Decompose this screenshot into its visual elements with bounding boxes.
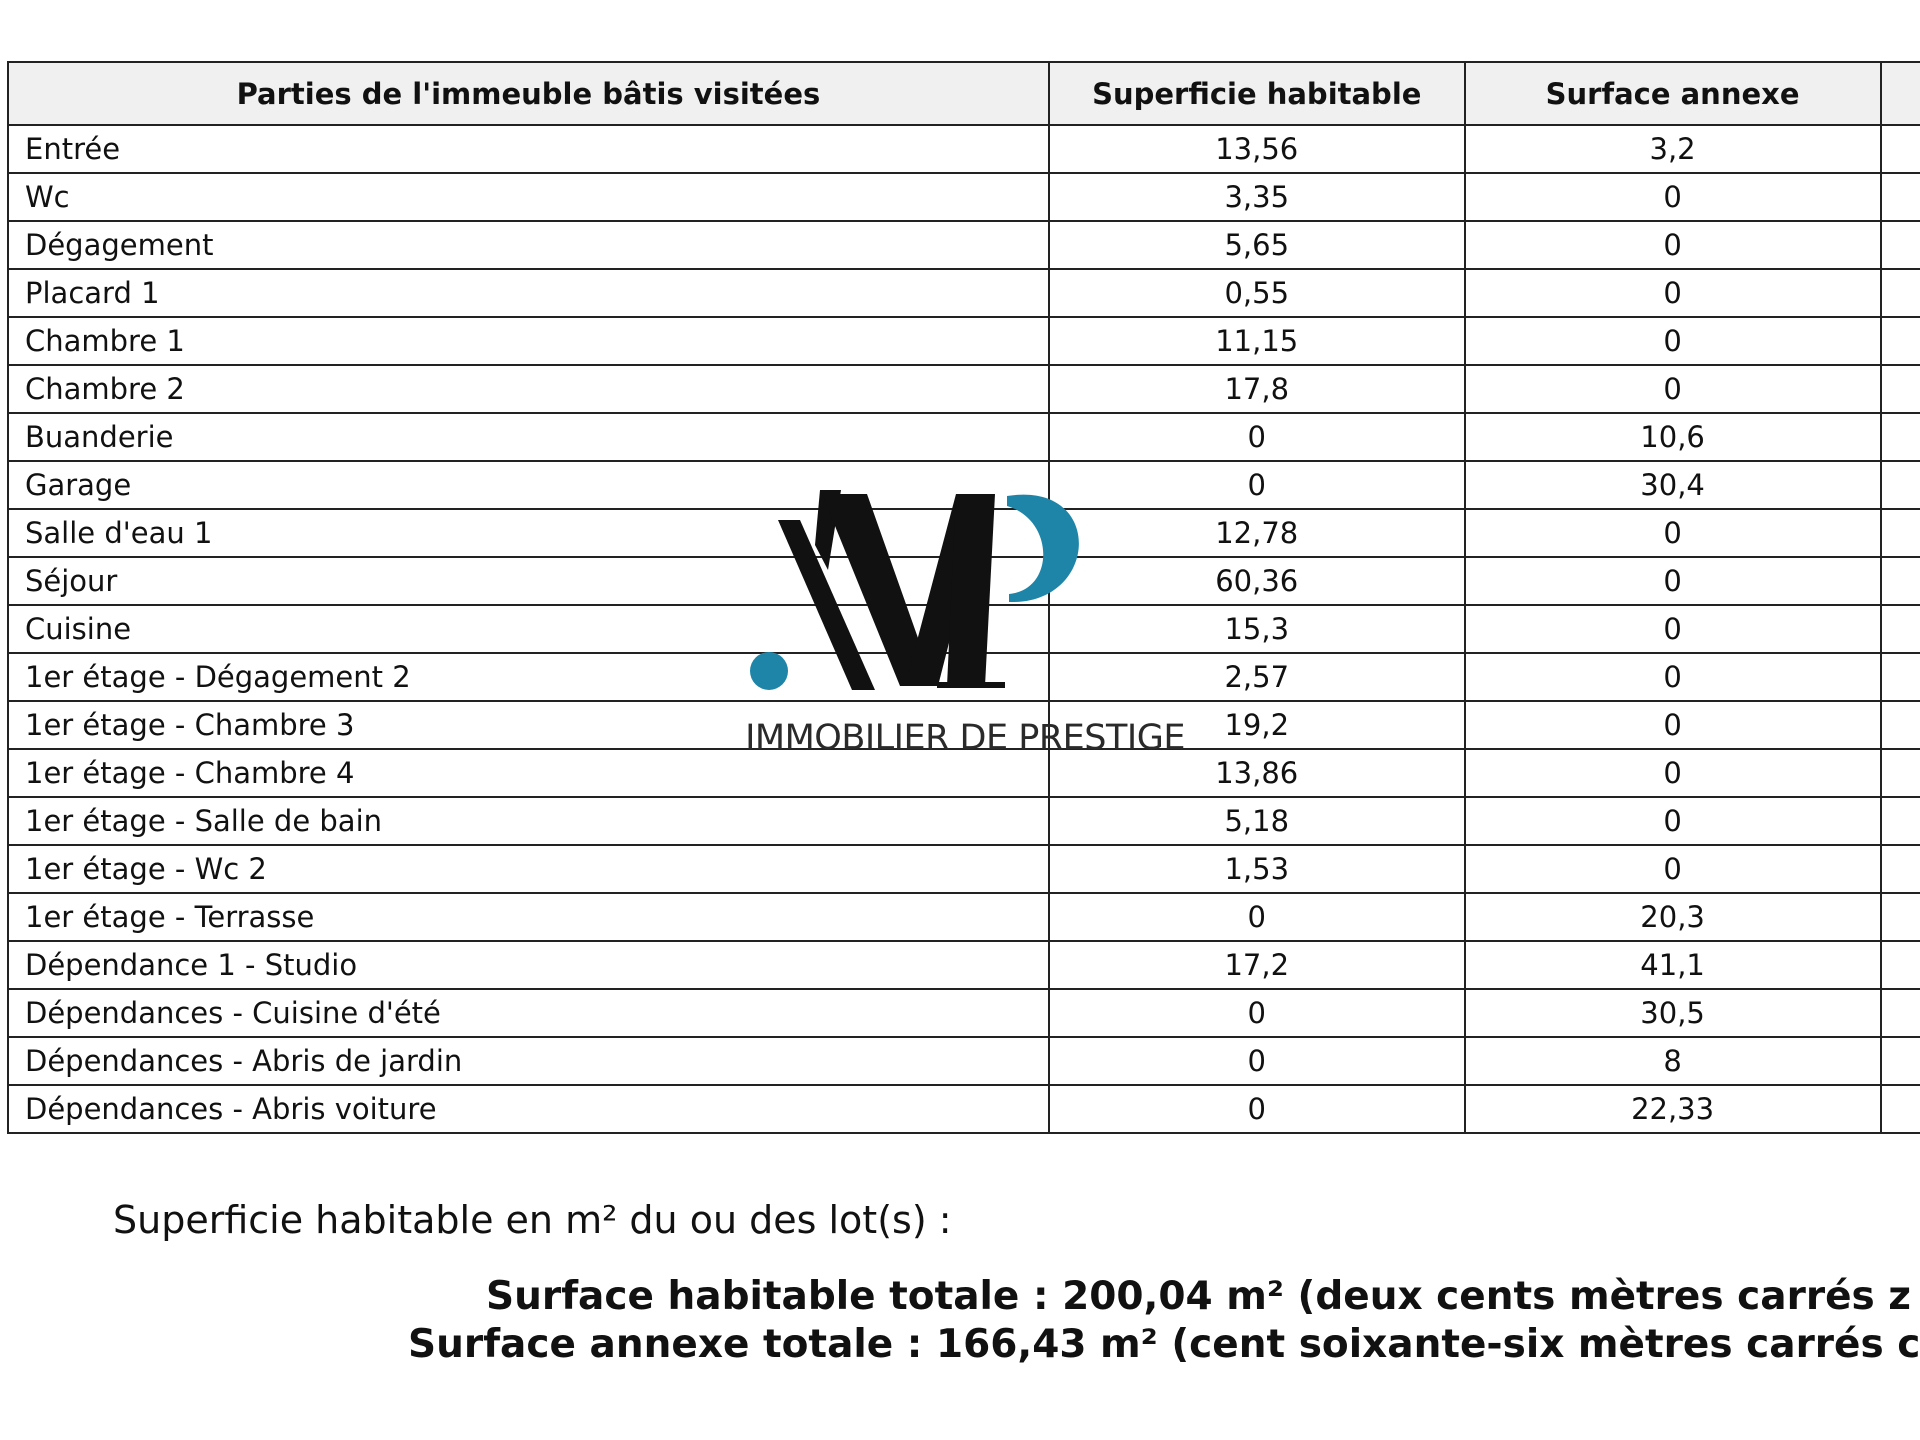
cell-partie: Entrée [8,125,1049,173]
total-habitable-line: Surface habitable totale : 200,04 m² (deux cents mètres carrés z [486,1274,1912,1319]
cell-extra [1881,509,1920,557]
cell-superficie-habitable: 5,18 [1049,797,1465,845]
cell-partie: Séjour [8,557,1049,605]
cell-superficie-habitable: 0 [1049,989,1465,1037]
cell-partie: Dépendances - Abris de jardin [8,1037,1049,1085]
cell-superficie-habitable: 13,56 [1049,125,1465,173]
cell-extra [1881,989,1920,1037]
cell-superficie-habitable: 17,8 [1049,365,1465,413]
cell-superficie-habitable: 0 [1049,893,1465,941]
cell-surface-annexe: 3,2 [1465,125,1881,173]
cell-extra [1881,461,1920,509]
cell-partie: Dépendances - Abris voiture [8,1085,1049,1133]
table-row [8,605,1920,653]
surface-table [7,61,1920,1134]
table-row [8,413,1920,461]
table-row [8,941,1920,989]
cell-surface-annexe: 0 [1465,269,1881,317]
cell-superficie-habitable: 0,55 [1049,269,1465,317]
table-row [8,989,1920,1037]
table-row [8,749,1920,797]
cell-partie: Chambre 2 [8,365,1049,413]
table-row [8,797,1920,845]
cell-surface-annexe: 0 [1465,701,1881,749]
table-row [8,653,1920,701]
table-row [8,845,1920,893]
cell-extra [1881,269,1920,317]
cell-surface-annexe: 41,1 [1465,941,1881,989]
cell-superficie-habitable: 1,53 [1049,845,1465,893]
table-row [8,1085,1920,1133]
cell-extra [1881,557,1920,605]
cell-surface-annexe: 0 [1465,509,1881,557]
cell-surface-annexe: 0 [1465,317,1881,365]
cell-extra [1881,845,1920,893]
cell-partie: 1er étage - Dégagement 2 [8,653,1049,701]
cell-surface-annexe: 20,3 [1465,893,1881,941]
table-row [8,509,1920,557]
cell-surface-annexe: 30,4 [1465,461,1881,509]
cell-partie: Wc [8,173,1049,221]
table-header-row [8,62,1920,125]
cell-partie: 1er étage - Chambre 4 [8,749,1049,797]
cell-surface-annexe: 0 [1465,557,1881,605]
cell-extra [1881,941,1920,989]
cell-partie: Dégagement [8,221,1049,269]
cell-partie: 1er étage - Wc 2 [8,845,1049,893]
header-superficie-habitable: Superficie habitable [1049,62,1465,125]
header-surface-annexe: Surface annexe [1465,62,1881,125]
cell-superficie-habitable: 0 [1049,1085,1465,1133]
cell-partie: 1er étage - Salle de bain [8,797,1049,845]
table-row [8,317,1920,365]
cell-extra [1881,1085,1920,1133]
cell-extra [1881,749,1920,797]
cell-superficie-habitable: 19,2 [1049,701,1465,749]
table-row [8,461,1920,509]
cell-surface-annexe: 0 [1465,365,1881,413]
cell-partie: Buanderie [8,413,1049,461]
cell-partie: Dépendance 1 - Studio [8,941,1049,989]
cell-surface-annexe: 0 [1465,797,1881,845]
cell-extra [1881,1037,1920,1085]
table-row [8,893,1920,941]
cell-superficie-habitable: 5,65 [1049,221,1465,269]
cell-extra [1881,221,1920,269]
header-extra-cell [1881,62,1920,125]
header-parties: Parties de l'immeuble bâtis visitées [8,62,1049,125]
cell-partie: Chambre 1 [8,317,1049,365]
cell-partie: 1er étage - Chambre 3 [8,701,1049,749]
cell-superficie-habitable: 3,35 [1049,173,1465,221]
cell-partie: Placard 1 [8,269,1049,317]
cell-extra [1881,413,1920,461]
cell-surface-annexe: 22,33 [1465,1085,1881,1133]
cell-extra [1881,605,1920,653]
cell-extra [1881,317,1920,365]
table-row [8,701,1920,749]
table-body [8,125,1920,1133]
cell-superficie-habitable: 11,15 [1049,317,1465,365]
table-row [8,557,1920,605]
table-row [8,365,1920,413]
cell-surface-annexe: 0 [1465,605,1881,653]
cell-surface-annexe: 0 [1465,173,1881,221]
table-row [8,1037,1920,1085]
cell-partie: Cuisine [8,605,1049,653]
cell-surface-annexe: 0 [1465,845,1881,893]
cell-extra [1881,653,1920,701]
cell-superficie-habitable: 0 [1049,1037,1465,1085]
cell-extra [1881,797,1920,845]
cell-surface-annexe: 0 [1465,653,1881,701]
cell-surface-annexe: 10,6 [1465,413,1881,461]
cell-extra [1881,701,1920,749]
cell-partie: 1er étage - Terrasse [8,893,1049,941]
cell-surface-annexe: 0 [1465,749,1881,797]
cell-superficie-habitable: 17,2 [1049,941,1465,989]
cell-surface-annexe: 0 [1465,221,1881,269]
cell-superficie-habitable: 13,86 [1049,749,1465,797]
table-row [8,125,1920,173]
cell-superficie-habitable: 0 [1049,413,1465,461]
cell-extra [1881,365,1920,413]
cell-superficie-habitable: 12,78 [1049,509,1465,557]
table-row [8,221,1920,269]
cell-surface-annexe: 30,5 [1465,989,1881,1037]
cell-superficie-habitable: 2,57 [1049,653,1465,701]
total-annexe-line: Surface annexe totale : 166,43 m² (cent soixante-six mètres carrés c [408,1322,1920,1367]
cell-partie: Salle d'eau 1 [8,509,1049,557]
cell-extra [1881,173,1920,221]
cell-superficie-habitable: 0 [1049,461,1465,509]
table-row [8,269,1920,317]
cell-surface-annexe: 8 [1465,1037,1881,1085]
cell-superficie-habitable: 15,3 [1049,605,1465,653]
cell-extra [1881,893,1920,941]
cell-partie: Dépendances - Cuisine d'été [8,989,1049,1037]
table-row [8,173,1920,221]
cell-superficie-habitable: 60,36 [1049,557,1465,605]
summary-label: Superficie habitable en m² du ou des lot(s) : [113,1198,952,1242]
cell-partie: Garage [8,461,1049,509]
watermark-tagline: IMMOBILIER DE PRESTIGE [745,718,1185,758]
cell-extra [1881,125,1920,173]
